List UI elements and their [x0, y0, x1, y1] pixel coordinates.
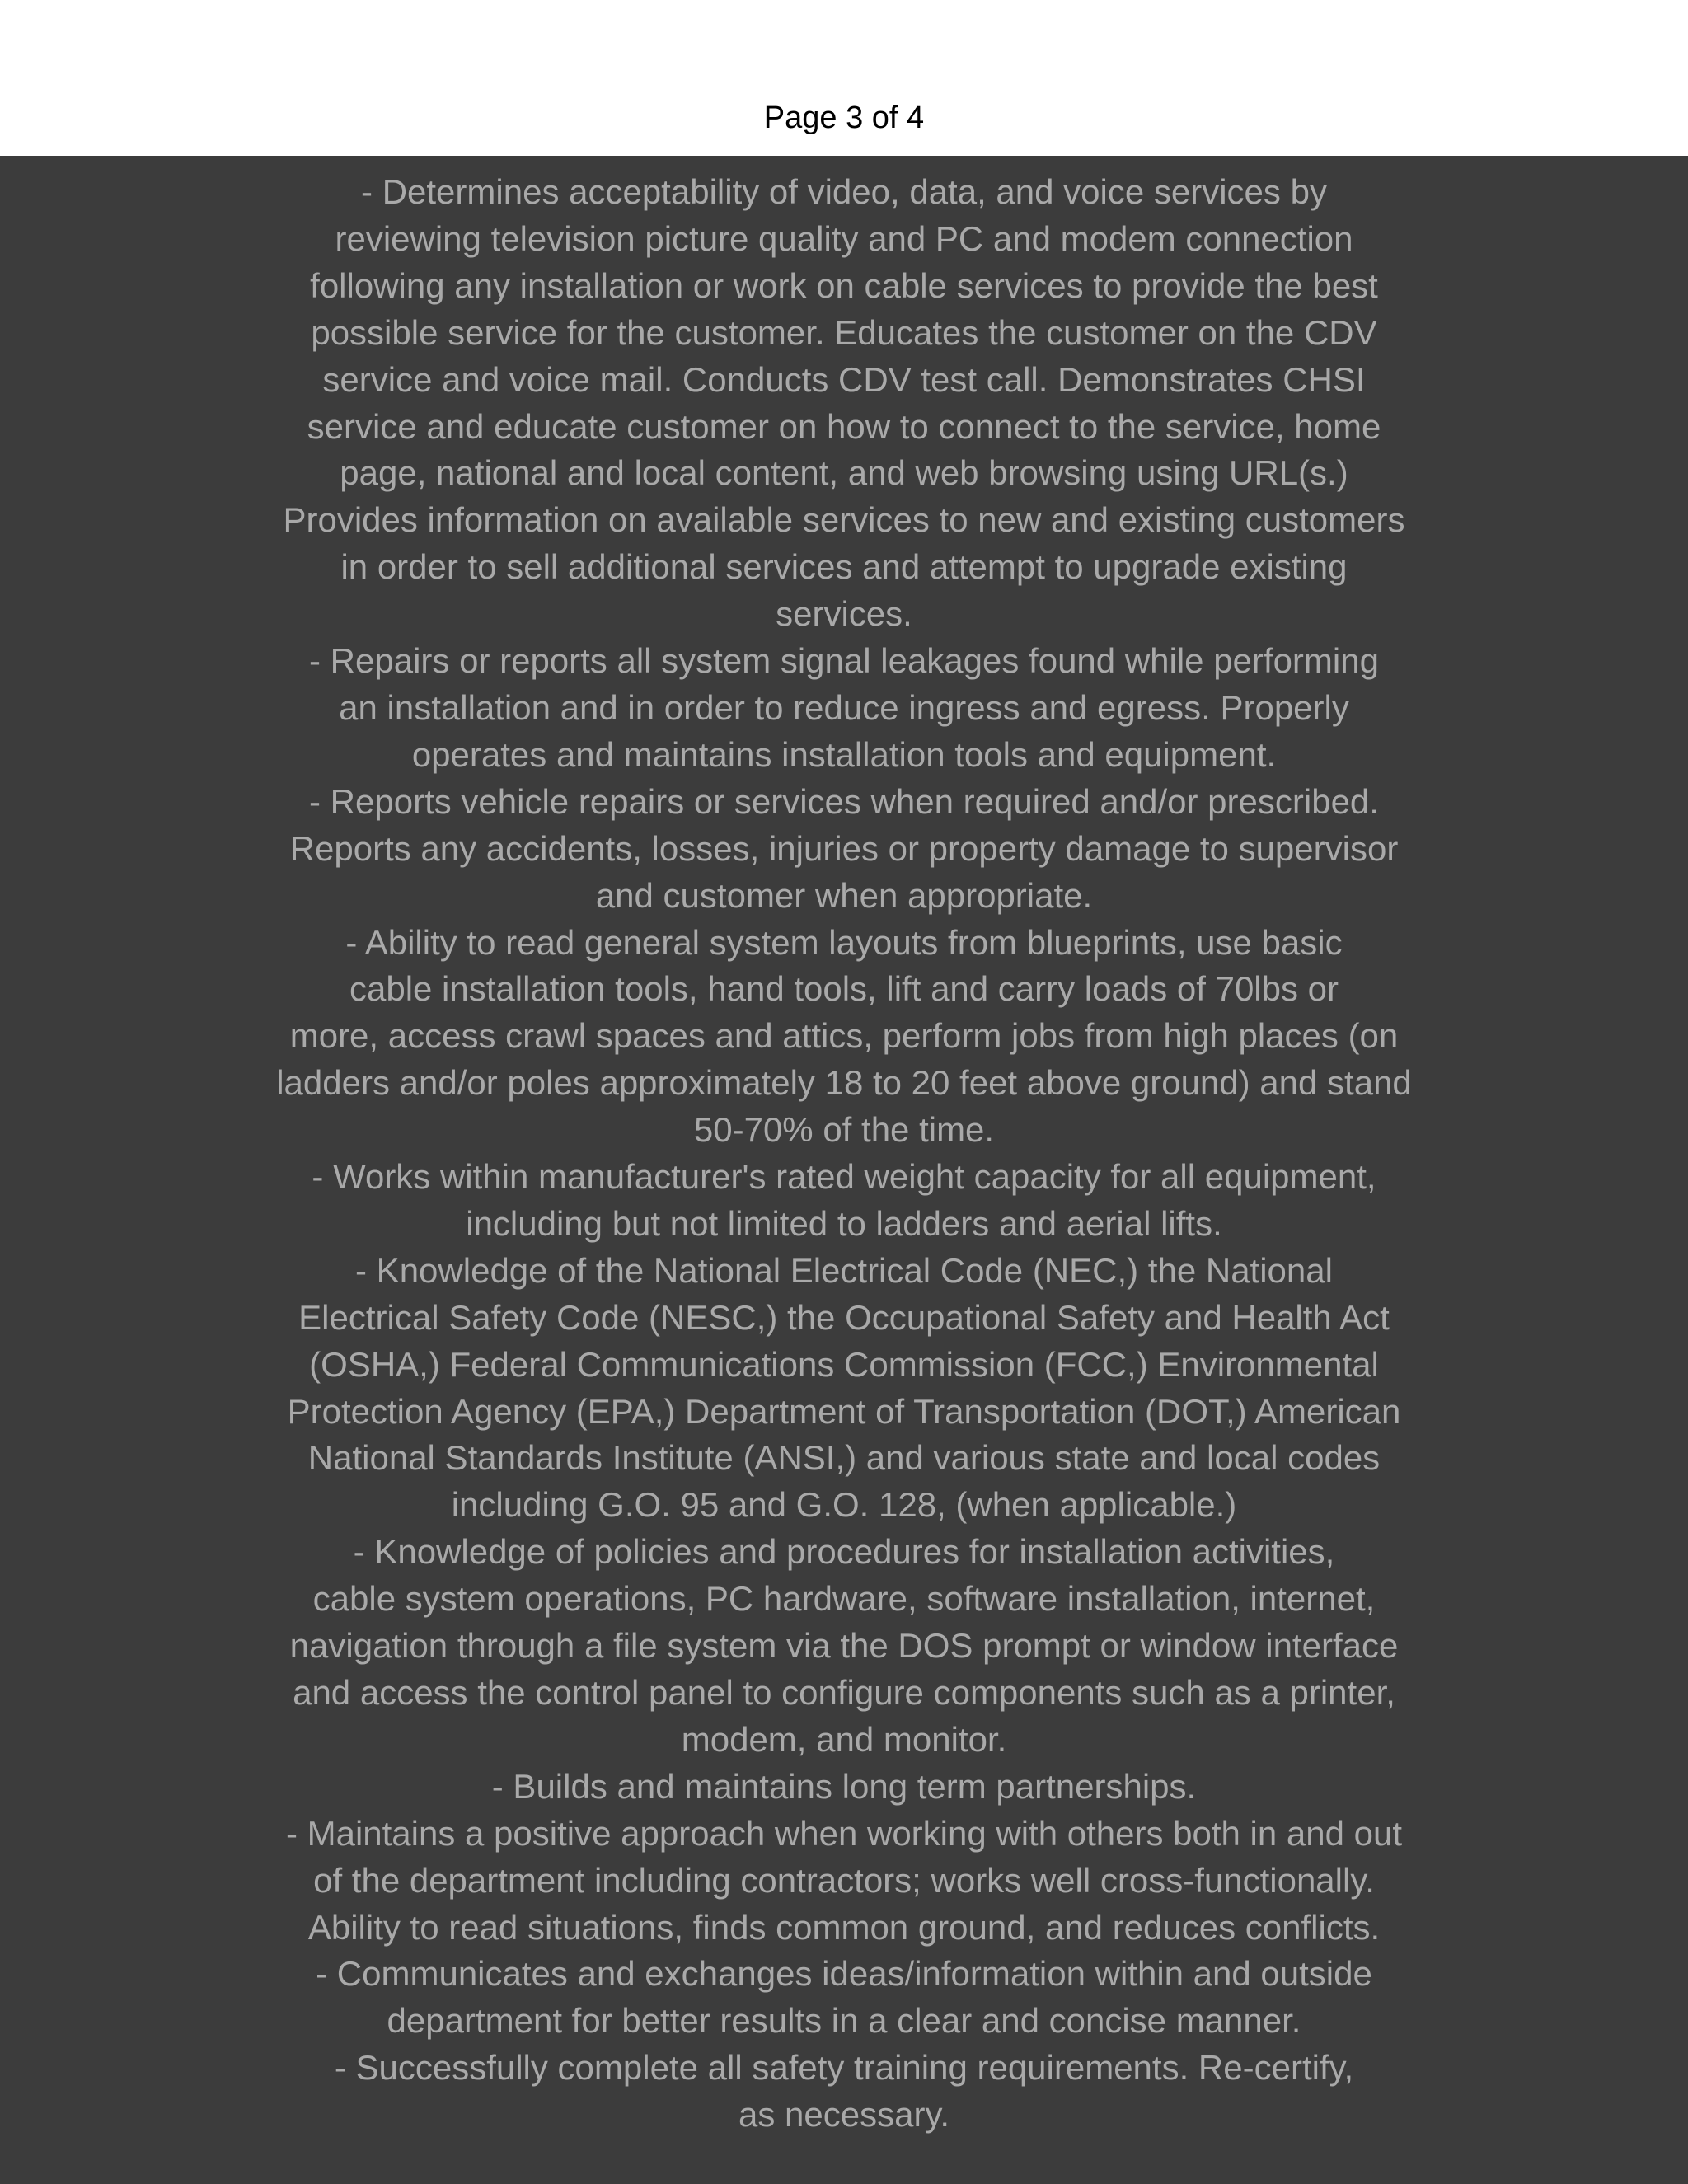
page-header [0, 0, 1688, 156]
text-line: - Successfully complete all safety training requirements. Re-certify, [334, 2048, 1354, 2088]
text-line: - Repairs or reports all system signal leakages found while performing [309, 641, 1379, 681]
text-line: more, access crawl spaces and attics, perform jobs from high places (on [289, 1016, 1399, 1056]
text-line: navigation through a file system via the DOS prompt or window interface [289, 1626, 1399, 1666]
text-line: in order to sell additional services and attempt to upgrade existing [340, 547, 1348, 587]
text-line: - Works within manufacturer's rated weight capacity for all equipment, [312, 1157, 1376, 1197]
text-line: including G.O. 95 and G.O. 128, (when applicable.) [451, 1485, 1237, 1525]
text-line: modem, and monitor. [681, 1719, 1007, 1759]
text-line: - Knowledge of the National Electrical Code (NEC,) the National [355, 1250, 1333, 1290]
text-line: cable system operations, PC hardware, software installation, internet, [312, 1579, 1376, 1619]
text-line: service and voice mail. Conducts CDV test call. Demonstrates CHSI [322, 359, 1366, 399]
text-line: cable installation tools, hand tools, lift and carry loads of 70lbs or [349, 969, 1339, 1009]
text-line: - Maintains a positive approach when working with others both in and out [285, 1813, 1403, 1853]
text-line: reviewing television picture quality and PC and modem connection [335, 218, 1353, 258]
text-line: Electrical Safety Code (NESC,) the Occupational Safety and Health Act [298, 1297, 1390, 1337]
text-line: page, national and local content, and web browsing using URL(s.) [340, 453, 1348, 493]
text-line: Provides information on available services to new and existing customers [283, 500, 1405, 540]
text-line: ladders and/or poles approximately 18 to 20 feet above ground) and stand [276, 1063, 1412, 1103]
text-line: - Communicates and exchanges ideas/information within and outside [316, 1954, 1372, 1994]
text-line: including but not limited to ladders and aerial lifts. [466, 1203, 1222, 1243]
text-line: - Builds and maintains long term partnerships. [491, 1766, 1197, 1806]
document-body [0, 156, 1688, 2184]
text-line: (OSHA,) Federal Communications Commission (FCC,) Environmental [309, 1344, 1379, 1384]
text-line: department for better results in a clear and concise manner. [387, 2001, 1301, 2041]
text-line: - Ability to read general system layouts from blueprints, use basic [345, 922, 1343, 962]
text-line: operates and maintains installation tools and equipment. [411, 734, 1277, 774]
text-line: - Determines acceptability of video, data, and voice services by [361, 172, 1327, 211]
text-line: of the department including contractors; works well cross-functionally. [313, 1860, 1375, 1900]
text-line: services. [776, 594, 912, 634]
text-line: as necessary. [738, 2095, 950, 2135]
text-line: following any installation or work on cable services to provide the best [310, 265, 1378, 305]
text-line: an installation and in order to reduce ingress and egress. Properly [339, 687, 1349, 727]
job-description-text [0, 169, 1688, 2139]
text-line: Ability to read situations, finds common ground, and reduces conflicts. [307, 1907, 1381, 1947]
text-line: and customer when appropriate. [595, 875, 1093, 915]
text-line: Protection Agency (EPA,) Department of Transportation (DOT,) American [287, 1391, 1401, 1431]
text-line: Reports any accidents, losses, injuries or property damage to supervisor [289, 828, 1399, 868]
text-line: - Reports vehicle repairs or services when required and/or prescribed. [309, 781, 1379, 821]
text-line: National Standards Institute (ANSI,) and various state and local codes [307, 1438, 1381, 1478]
text-line: - Knowledge of policies and procedures for installation activities, [353, 1532, 1335, 1572]
text-line: 50-70% of the time. [693, 1110, 995, 1150]
text-line: service and educate customer on how to connect to the service, home [307, 406, 1381, 446]
text-line: and access the control panel to configure components such as a printer, [293, 1673, 1395, 1712]
page-indicator: Page 3 of 4 [763, 101, 925, 135]
text-line: possible service for the customer. Educates the customer on the CDV [311, 312, 1377, 352]
